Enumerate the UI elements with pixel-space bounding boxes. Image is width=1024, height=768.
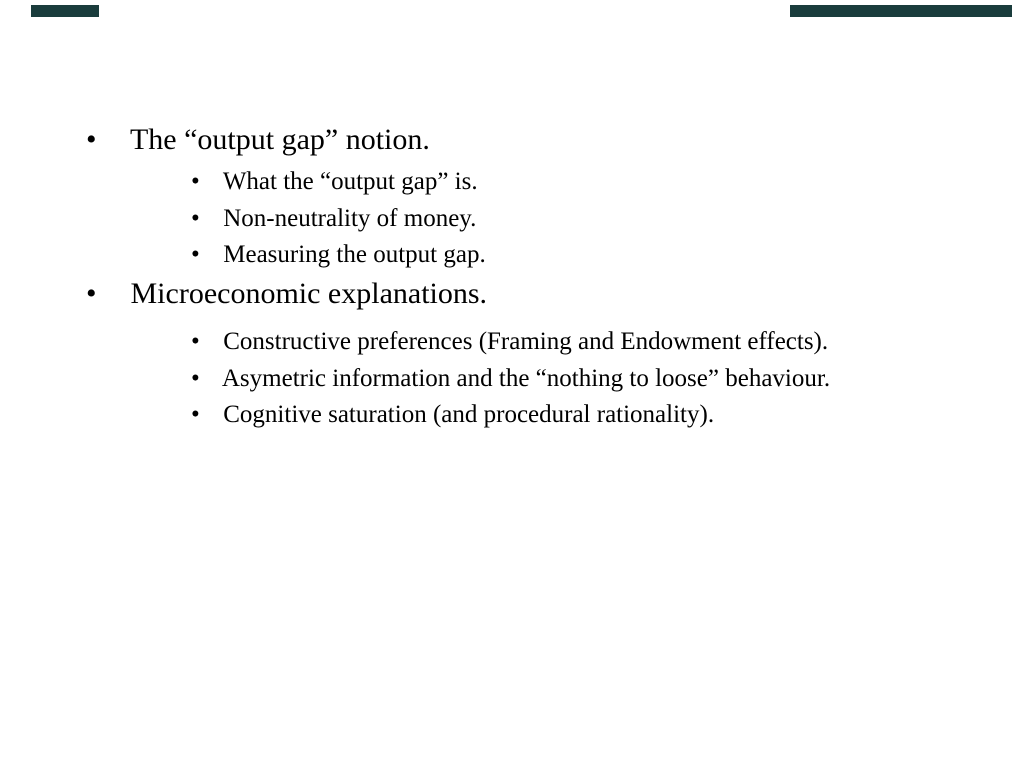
bullet-icon: • bbox=[191, 168, 200, 195]
bullet-icon: • bbox=[191, 205, 200, 232]
bullet-text: Non-neutrality of money. bbox=[223, 205, 477, 232]
bullet-text: Cognitive saturation (and procedural rationality). bbox=[223, 401, 715, 428]
bullet-item-constructive-preferences bbox=[191, 329, 828, 354]
bullet-item-measuring-output-gap bbox=[191, 242, 486, 267]
top-right-decoration-bar bbox=[790, 5, 1012, 17]
bullet-icon: • bbox=[191, 365, 200, 392]
bullet-text: Measuring the output gap. bbox=[223, 241, 486, 268]
bullet-icon: • bbox=[191, 241, 200, 268]
bullet-item-microeconomic-explanations bbox=[86, 279, 487, 309]
bullet-icon: • bbox=[86, 277, 97, 310]
bullet-text: The “output gap” notion. bbox=[129, 123, 430, 156]
bullet-item-what-output-gap-is bbox=[191, 169, 478, 194]
top-left-decoration-bar bbox=[31, 5, 99, 17]
bullet-item-cognitive-saturation bbox=[191, 402, 714, 427]
bullet-text: Microeconomic explanations. bbox=[130, 277, 488, 310]
bullet-text: What the “output gap” is. bbox=[222, 168, 478, 195]
bullet-icon: • bbox=[191, 328, 200, 355]
bullet-text: Constructive preferences (Framing and Endowment effects). bbox=[223, 328, 829, 355]
bullet-icon: • bbox=[191, 401, 200, 428]
bullet-item-output-gap-notion bbox=[86, 125, 430, 155]
bullet-item-asymetric-information bbox=[191, 366, 830, 391]
bullet-item-non-neutrality bbox=[191, 206, 476, 231]
bullet-text: Asymetric information and the “nothing to loose” behaviour. bbox=[221, 365, 831, 392]
bullet-icon: • bbox=[86, 123, 97, 156]
